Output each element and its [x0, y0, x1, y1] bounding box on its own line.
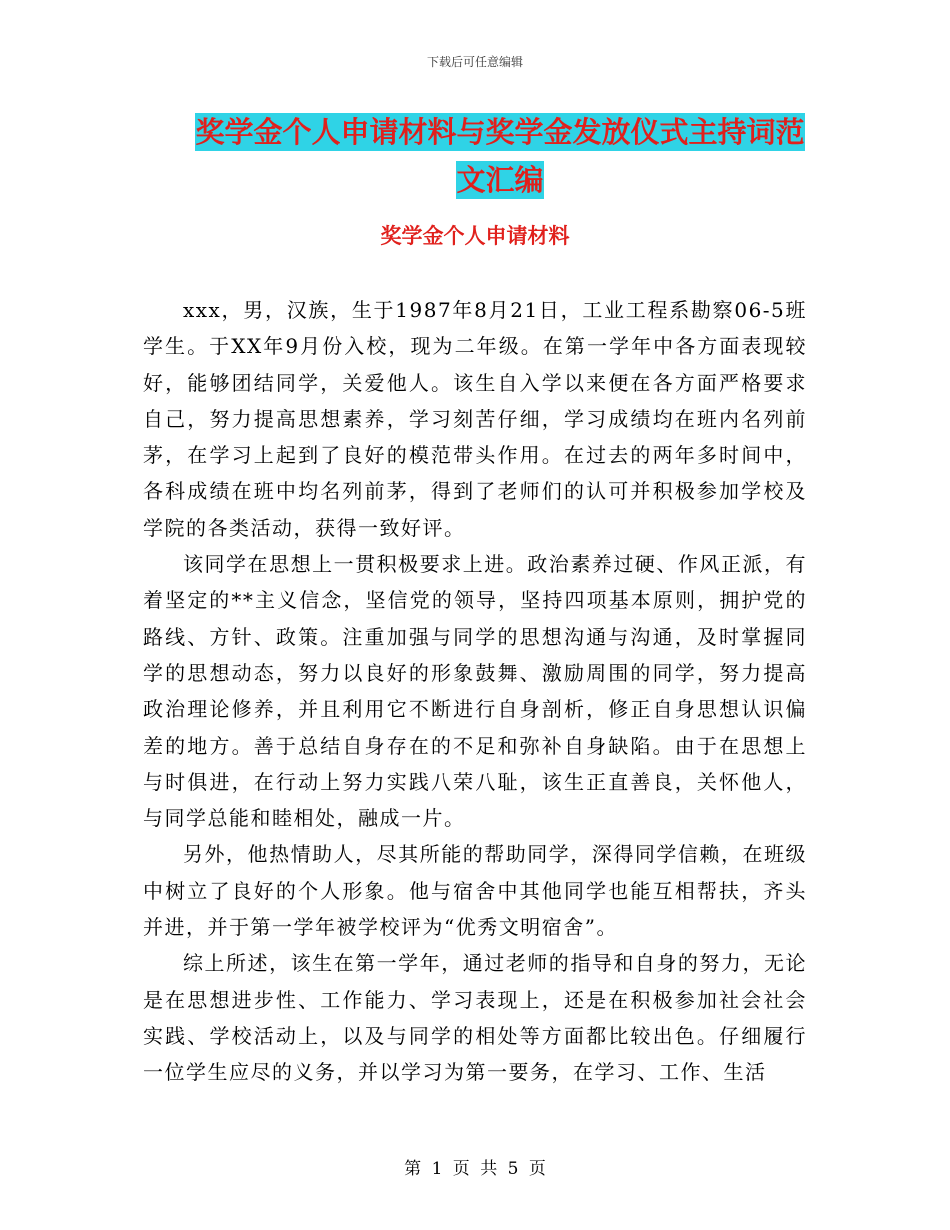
page-footer: 第 1 页 共 5 页 [404, 1159, 546, 1179]
document-title [190, 108, 810, 204]
paragraph: 该同学在思想上一贯积极要求上进。政治素养过硬、作风正派，有着坚定的**主义信念，坚信党的领导，坚持四项基本原则，拥护党的路线、方针、政策。注重加强与同学的思想沟通与沟通，及时掌握同学的思想动态，努力以良好的形象鼓舞、激励周围的同学，努力提高政治理论修养，并且利用它不断进行自身剖析，修正自身思想认识偏差的地方。善于总结自身存在的不足和弥补自身缺陷。由于在思想上与时俱进，在行动上努力实践八荣八耻，该生正直善良，关怀他人，与同学总能和睦相处，融成一片。 [143, 552, 807, 831]
header-note: 下载后可任意编辑 [426, 55, 523, 69]
document-title-text: 奖学金个人申请材料与奖学金发放仪式主持词范文汇编 [195, 115, 805, 197]
body-text [143, 292, 807, 1091]
paragraph: 综上所述，该生在第一学年，通过老师的指导和自身的努力，无论是在思想进步性、工作能力、学习表现上，还是在积极参加社会社会实践、学校活动上，以及与同学的相处等方面都比较出色。仔细履行一位学生应尽的义务，并以学习为第一要务，在学习、工作、生活 [143, 951, 807, 1085]
paragraph: 另外，他热情助人，尽其所能的帮助同学，深得同学信赖，在班级中树立了良好的个人形象。他与宿舍中其他同学也能互相帮扶，齐头并进，并于第一学年被学校评为“优秀文明宿舍”。 [143, 842, 807, 940]
paragraph: xxx，男，汉族，生于1987年8月21日，工业工程系勘察06-5班学生。于XX年9月份入校，现为二年级。在第一学年中各方面表现较好，能够团结同学，关爱他人。该生自入学以来便在各方面严格要求自己，努力提高思想素养，学习刻苦仔细，学习成绩均在班内名列前茅，在学习上起到了良好的模范带头作用。在过去的两年多时间中，各科成绩在班中均名列前茅，得到了老师们的认可并积极参加学校及学院的各类活动，获得一致好评。 [143, 298, 807, 540]
section-title: 奖学金个人申请材料 [380, 224, 570, 248]
